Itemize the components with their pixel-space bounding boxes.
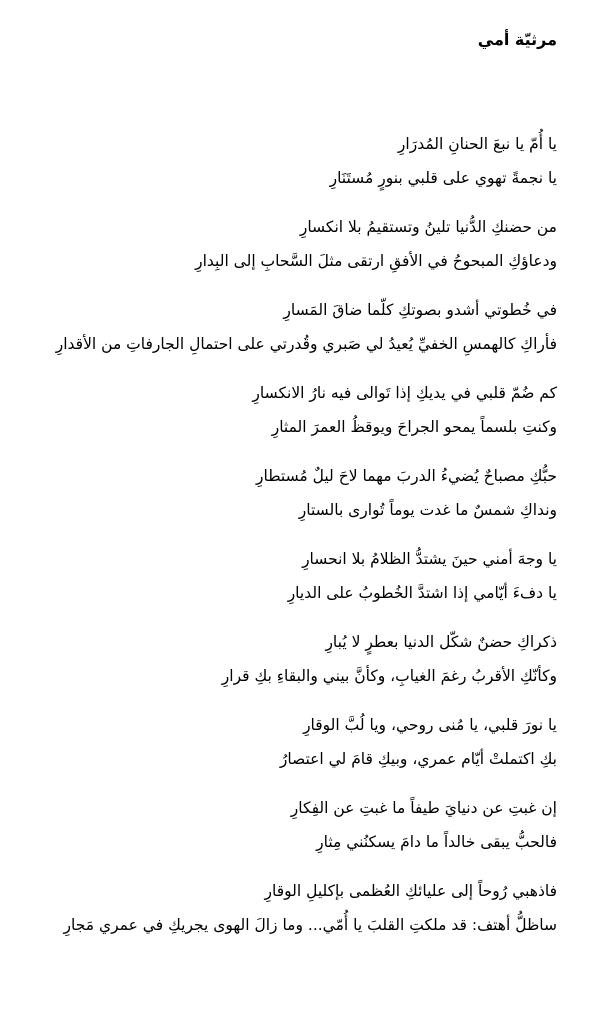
stanza — [18, 210, 557, 278]
verse-line: يا أُمّ يا نبعَ الحنانِ المُدرَارِ — [397, 135, 557, 153]
verse-line: كم ضُمّ قلبي في يديكِ إذا تَوالى فيه نارُ الانكسارِ — [252, 384, 557, 402]
verse-line: فأراكِ كالهمسِ الخفيِّ يُعيدُ لي صَبري وقُدرتي على احتمالِ الجارفاتِ من الأقدارِ — [55, 335, 557, 353]
verse-line: وكأنّكِ الأقربُ رغمَ الغيابِ، وكأنَّ بيني والبقاءِ بكِ قرارِ — [221, 667, 557, 685]
verse-line: وكنتِ بلسماً يمحو الجراحَ ويوقظُ العمرَ المثارِ — [271, 418, 557, 436]
stanza — [18, 293, 557, 361]
verse-line: حبُّكِ مصباحٌ يُضيءُ الدربَ مهما لاحَ ليلٌ مُستطارِ — [255, 467, 557, 485]
poem-title: مرثيّة أمي — [477, 30, 557, 49]
stanza — [18, 127, 557, 195]
stanza — [18, 459, 557, 527]
stanza — [18, 708, 557, 776]
verse-line: في خُطوتي أشدو بصوتكِ كلّما ضاقَ المَسارِ — [283, 301, 557, 319]
verse-line: فاذهبي رُوحاً إلى عليائكِ العُظمى بإكليلِ الوقارِ — [264, 882, 557, 900]
verse-line: يا نجمةً تهوي على قلبي بنورٍ مُستَنَارِ — [329, 169, 557, 187]
verse-line: يا دفءَ أيّامي إذا اشتدَّ الخُطوبُ على الديارِ — [287, 584, 557, 602]
stanza — [18, 791, 557, 859]
poem-body — [18, 127, 557, 957]
stanza — [18, 542, 557, 610]
stanza — [18, 625, 557, 693]
verse-line: ساظلُّ أهتف: قد ملكتِ القلبَ يا أُمّي... وما زالَ الهوى يجريكِ في عمري مَجارِ — [63, 916, 557, 934]
verse-line: بكِ اكتملتْ أيّام عمري، وبيكِ قامَ لي اعتصارُ — [279, 750, 557, 768]
verse-line: يا نورَ قلبي، يا مُنى روحي، ويا لُبَّ الوقارِ — [303, 716, 557, 734]
stanza — [18, 874, 557, 942]
verse-line: ودعاؤكِ المبحوحُ في الأفقِ ارتقى مثلَ السَّحابِ إلى البِدارِ — [195, 252, 557, 270]
verse-line: من حضنكِ الدُّنيا تلينُ وتستقيمُ بلا انكسارِ — [299, 218, 557, 236]
verse-line: إن غبتِ عن دنيايَ طيفاً ما غبتِ عن الفِكارِ — [290, 799, 557, 817]
verse-line: ذكراكِ حضنٌ شكّل الدنيا بعطرٍ لا يُبارِ — [325, 633, 557, 651]
stanza — [18, 376, 557, 444]
verse-line: ونداكِ شمسٌ ما غدت يوماً تُوارى بالستارِ — [298, 501, 557, 519]
verse-line: يا وجهَ أمني حينَ يشتدُّ الظلامُ بلا انحسارِ — [302, 550, 557, 568]
verse-line: فالحبُّ يبقى خالداً ما دامَ يسكنُني مِثارِ — [316, 833, 557, 851]
